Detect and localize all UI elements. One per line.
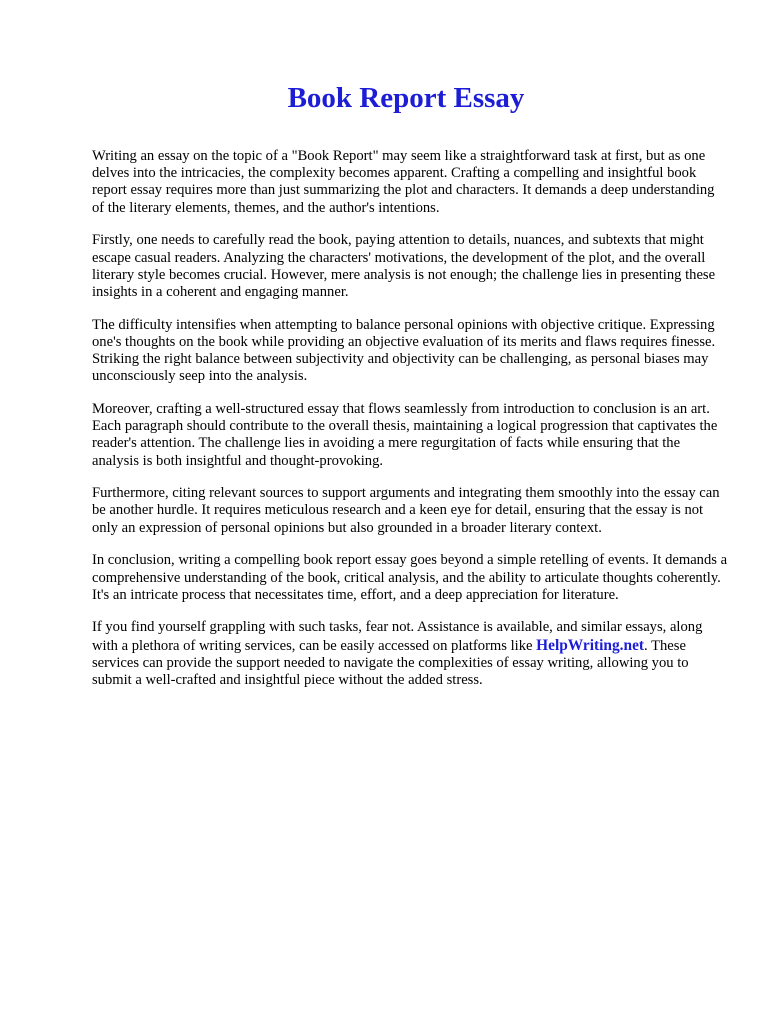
paragraph-intro: Writing an essay on the topic of a "Book Report" may seem like a straightforward task at first, but as one delves into the intricacies, the complexity becomes apparent. Crafting a compelling and insightful book report essay requires more than just summarizing the plot and characters. It demands a deep understanding of the literary elements, themes, and the author's intentions. xyxy=(92,148,715,216)
paragraph-assistance xyxy=(92,619,728,689)
assistance-text-before-link: If you find yourself grappling with such tasks, fear not. Assistance is available, and similar essays, along with a plethora of writing services, can be easily accessed on platforms like xyxy=(92,619,703,654)
paragraph-sources: Furthermore, citing relevant sources to support arguments and integrating them smoothly into the essay can be another hurdle. It requires meticulous research and a keen eye for detail, ensuring that the essay is not only an expression of personal opinions but also grounded in a broader literary context. xyxy=(92,485,720,536)
helpwriting-link[interactable]: HelpWriting.net xyxy=(536,636,645,654)
paragraph-balance: The difficulty intensifies when attempting to balance personal opinions with objective critique. Expressing one's thoughts on the book while providing an objective evaluation of its merits and flaws requires finesse. Striking the right balance between subjectivity and objectivity can be challenging, as personal biases may unconsciously seep into the analysis. xyxy=(92,316,716,385)
paragraph-conclusion: In conclusion, writing a compelling book report essay goes beyond a simple retelling of events. It demands a comprehensive understanding of the book, critical analysis, and the ability to articulate thoughts coherently. It's an intricate process that necessitates time, effort, and a deep appreciation for literature. xyxy=(92,552,728,603)
paragraph-structure: Moreover, crafting a well-structured essay that flows seamlessly from introduction to conclusion is an art. Each paragraph should contribute to the overall thesis, maintaining a logical progression that captivates the reader's attention. The challenge lies in avoiding a mere regurgitation of facts while ensuring that the analysis is both insightful and thought-provoking. xyxy=(92,400,718,469)
assistance-text-after-link: . These services can provide the support needed to navigate the complexities of essay writing, allowing you to submit a well-crafted and insightful piece without the added stress. xyxy=(92,637,689,689)
paragraph-reading: Firstly, one needs to carefully read the book, paying attention to details, nuances, and subtexts that might escape casual readers. Analyzing the characters' motivations, the development of the plot, and the overall literary style becomes crucial. However, mere analysis is not enough; the challenge lies in presenting these insights in a coherent and engaging manner. xyxy=(92,232,716,300)
essay-body xyxy=(92,148,728,705)
page-title: Book Report Essay xyxy=(287,82,525,114)
